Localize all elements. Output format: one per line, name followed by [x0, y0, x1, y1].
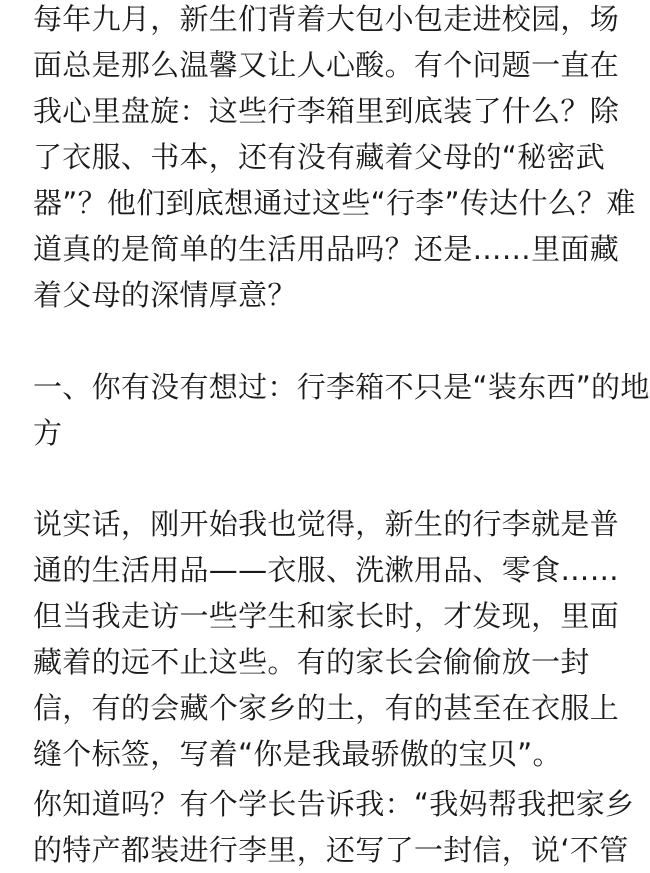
text-line: 了衣服、书本，还有没有藏着父母的“秘密武: [33, 140, 606, 174]
text-line: 藏着的远不止这些。有的家长会偷偷放一封: [33, 645, 590, 679]
section-heading: [33, 364, 650, 456]
text-line: 面总是那么温馨又让人心酸。有个问题一直在: [33, 48, 620, 82]
text-line: 缝个标签，写着“你是我最骄傲的宝贝”。: [33, 737, 562, 771]
text-line: 器”？他们到底想通过这些“行李”传达什么？难: [33, 186, 636, 220]
paragraph-body: [33, 501, 619, 777]
text-line: 道真的是简单的生活用品吗？还是……里面藏: [33, 232, 620, 266]
text-line: 信，有的会藏个家乡的土，有的甚至在衣服上: [33, 691, 620, 725]
paragraph-intro: [33, 0, 636, 318]
text-line: 每年九月，新生们背着大包小包走进校园，场: [33, 2, 620, 36]
text-line: 一、你有没有想过：行李箱不只是“装东西”的地: [33, 370, 650, 404]
text-line: 的特产都装进行李里，还写了一封信，说‘不管: [33, 833, 629, 867]
text-line: 着父母的深情厚意？: [33, 278, 297, 312]
text-line: 方: [33, 416, 63, 450]
paragraph-quote: [33, 781, 634, 873]
text-line: 说实话，刚开始我也觉得，新生的行李就是普: [33, 507, 620, 541]
text-line: 但当我走访一些学生和家长时，才发现，里面: [33, 599, 620, 633]
text-line: 我心里盘旋：这些行李箱里到底装了什么？除: [33, 94, 620, 128]
text-line: 你知道吗？有个学长告诉我：“我妈帮我把家乡: [33, 787, 635, 821]
text-line: 通的生活用品——衣服、洗漱用品、零食……: [33, 553, 620, 587]
